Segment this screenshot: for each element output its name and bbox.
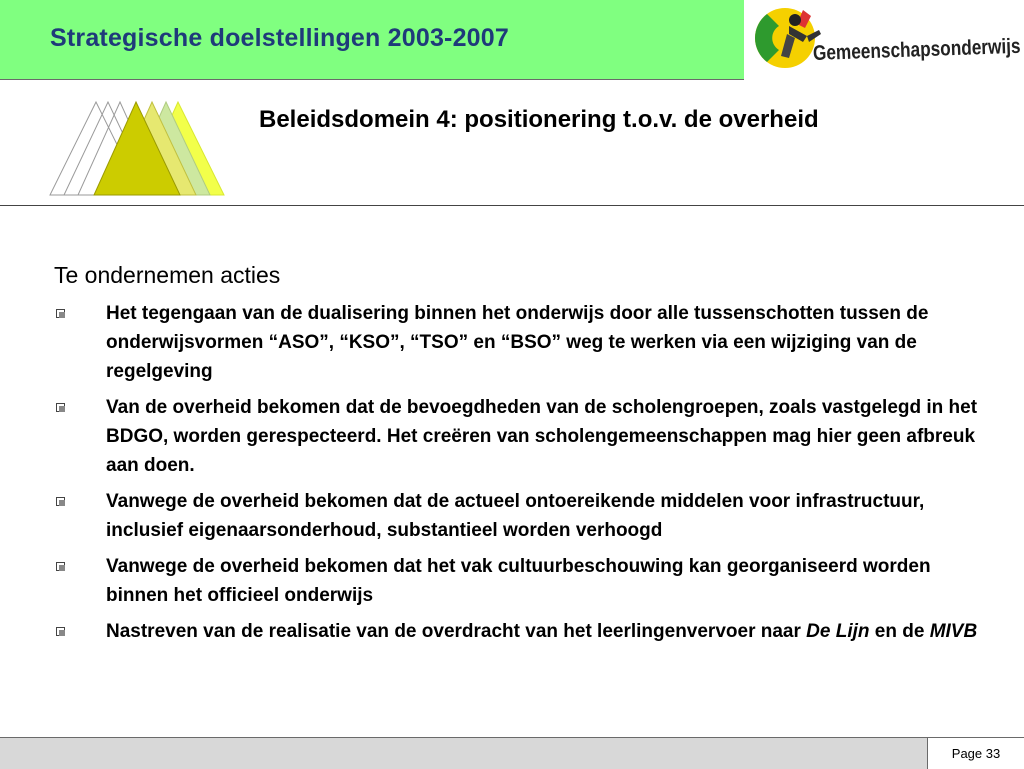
bullet-text: Vanwege de overheid bekomen dat het vak cultuurbeschouwing kan georganiseerd worden binnen het officieel onderwijs	[106, 556, 931, 606]
footer-bar	[0, 737, 1024, 769]
checkbox-bullet-icon	[56, 497, 65, 506]
list-item	[54, 393, 994, 480]
title-bar	[0, 0, 744, 80]
checkbox-bullet-icon	[56, 562, 65, 571]
bullet-text-part: en de	[869, 621, 930, 642]
bullet-text: Vanwege de overheid bekomen dat de actueel ontoereikende middelen voor infrastructuur, inclusief eigenaarsonderhoud, substantieel worden verhoogd	[106, 491, 925, 541]
bullet-emphasis-mivb: MIVB	[929, 621, 978, 642]
bullet-text-part: Nastreven van de realisatie van de overdracht van het leerlingenvervoer naar	[106, 621, 807, 642]
section-heading: Te ondernemen acties	[54, 262, 281, 288]
slide-title: Strategische doelstellingen 2003-2007	[50, 24, 509, 52]
content-area	[54, 262, 994, 653]
list-item	[54, 487, 994, 545]
bullet-text: Het tegengaan van de dualisering binnen het onderwijs door alle tussenschotten tussen de onderwijsvormen “ASO”, “KSO”, “TSO” en “BSO” weg te werken via een wijziging van de regelgeving	[106, 303, 929, 382]
list-item	[54, 617, 994, 646]
checkbox-bullet-icon	[56, 403, 65, 412]
logo-text: Gemeenschapsonderwijs	[812, 34, 1021, 65]
list-item	[54, 552, 994, 610]
bullet-emphasis-de-lijn: De Lijn	[806, 621, 870, 642]
checkbox-bullet-icon	[56, 627, 65, 636]
bullet-list	[54, 299, 994, 646]
list-item	[54, 299, 994, 386]
divider	[0, 205, 1024, 206]
logo	[745, 0, 1024, 79]
bullet-text: Van de overheid bekomen dat de bevoegdheden van de scholengroepen, zoals vastgelegd in het BDGO, worden gerespecteerd. Het creëren van scholengemeenschappen mag hier geen afbreuk aan doen.	[106, 397, 978, 476]
triangles-decoration-icon	[48, 100, 228, 198]
page-number: Page 33	[927, 738, 1024, 769]
checkbox-bullet-icon	[56, 309, 65, 318]
subtitle: Beleidsdomein 4: positionering t.o.v. de overheid	[259, 106, 819, 133]
